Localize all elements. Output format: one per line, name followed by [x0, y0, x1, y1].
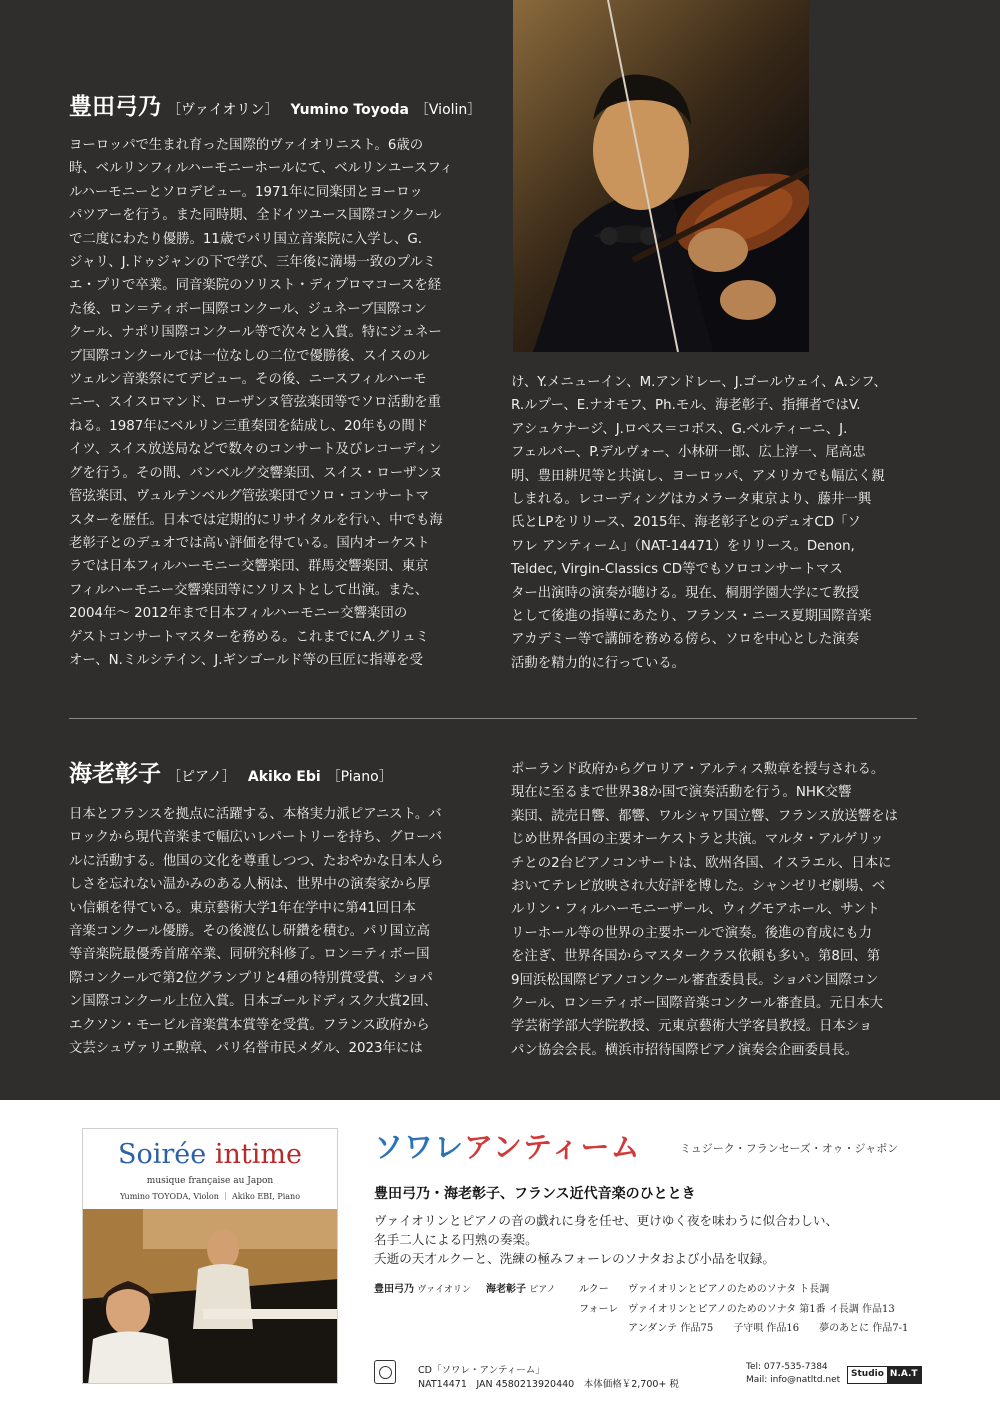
cd-cover-photo	[83, 1209, 338, 1384]
product-description	[374, 1211, 838, 1268]
pianist-bio-column-2	[511, 758, 921, 1062]
bio-line: スターを歴任。日本では定期的にリサイタルを行い、中でも海	[69, 512, 443, 528]
violinist-name-heading	[69, 88, 481, 121]
bio-line: た後、ロン＝ティボー国際コンクール、ジュネーブ国際コン	[69, 301, 427, 317]
product-title-blue: ソワレ	[374, 1130, 465, 1164]
pianist-role-jp: ［ピアノ］	[167, 769, 236, 785]
bio-line: エ・プリで卒業。同音楽院のソリスト・ディプロマコースを経	[69, 278, 442, 294]
product-title	[374, 1125, 641, 1166]
bio-line: 現在に至るまで世界38か国で演奏活動を行う。NHK交響	[511, 785, 852, 801]
bio-line: ルリン・フィルハーモニーザール、ウィグモアホール、サント	[511, 902, 880, 918]
bio-line: を注ぎ、世界各国からマスタークラス依頼も多い。第8回、第	[511, 949, 881, 965]
bio-line: ゲストコンサートマスターを務める。これまでにA.グリュミ	[69, 629, 429, 645]
bio-line: ツェルン音楽祭にてデビュー。その後、ニースフィルハーモ	[69, 372, 427, 388]
cd-cover-title	[83, 1139, 337, 1170]
bio-line: ポーランド政府からグロリア・アルティス勲章を授与される。	[511, 762, 885, 777]
compact-disc-logo-icon	[374, 1360, 396, 1384]
product-description-line: 名手二人による円熟の奏楽。	[374, 1232, 538, 1247]
bio-line: 文芸シュヴァリエ勲章、パリ名誉市民メダル、2023年には	[69, 1041, 423, 1057]
bio-line: 日本とフランスを拠点に活躍する、本格実力派ピアニスト。バ	[69, 807, 442, 822]
bio-line: 氏とLPをリリース、2015年、海老彰子とのデュオCD「ソ	[511, 515, 861, 531]
violinist-photo-illustration	[513, 0, 809, 352]
bio-line: 音楽コンクール優勝。その後渡仏し研鑽を積む。パリ国立高	[69, 924, 431, 940]
composer-1: ルクー	[579, 1284, 609, 1295]
performer1-role: ヴァイオリン	[417, 1285, 471, 1295]
violinist-role-jp: ［ヴァイオリン］	[167, 102, 279, 118]
cd-number-price: NAT14471 JAN 4580213920440 本体価格￥2,700+ 税	[418, 1379, 679, 1390]
bio-line: グを行う。その間、バンベルグ交響楽団、スイス・ローザンヌ	[69, 465, 443, 481]
bio-line: ブ国際コンクールでは一位なしの二位で優勝後、スイスのル	[69, 348, 430, 364]
bio-line: ター出演時の演奏が聴ける。現在、桐朋学園大学にて教授	[511, 585, 860, 601]
bio-line: 楽団、読売日響、都響、ワルシャワ国立響、フランス放送響をは	[511, 808, 898, 824]
bio-line: として後進の指導にあたり、フランス・ニース夏期国際音楽	[511, 609, 872, 625]
studio-nat-logo	[847, 1366, 922, 1384]
cd-label: CD「ソワレ・アンティーム」	[418, 1365, 545, 1376]
violinist-bio-column-1	[69, 134, 479, 672]
contact-tel: Tel: 077-535-7384	[746, 1362, 828, 1372]
cd-cover-title-b: intime	[214, 1139, 302, 1170]
bio-line: い信頼を得ている。東京藝術大学1年在学中に第41回日本	[69, 900, 416, 916]
bio-line: オー、N.ミルシテイン、J.ギンゴールド等の巨匠に指導を受	[69, 652, 423, 668]
performer2-role: ピアノ	[529, 1285, 556, 1295]
nat-logo-text: N.A.T	[887, 1367, 921, 1383]
cd-cover-title-a: Soirée	[118, 1139, 207, 1170]
bio-line: ルハーモニーとソロデビュー。1971年に同楽団とヨーロッ	[69, 184, 423, 200]
bio-line: ルに活動する。他国の文化を尊重しつつ、たおやかな日本人ら	[69, 853, 444, 869]
cd-cover-subtitle: musique française au Japon	[146, 1176, 274, 1186]
bio-line: ニー、スイスロマンド、ローザンヌ管弦楽団等でソロ活動を重	[69, 395, 441, 411]
bio-line: ラでは日本フィルハーモニー交響楽団、群馬交響楽団、東京	[69, 559, 429, 575]
product-description-line: ヴァイオリンとピアノの音の戯れに身を任せ、更けゆく夜を味わうに似合わしい、	[374, 1213, 839, 1228]
violinist-bio-column-2	[511, 371, 921, 675]
pianist-role-en: ［Piano］	[326, 769, 393, 785]
bio-line: 老彰子とのデュオでは高い評価を得ている。国内オーケスト	[69, 535, 430, 551]
bio-line: アカデミー等で講師を務める傍ら、ソロを中心とした演奏	[511, 632, 860, 648]
pianist-bio-column-1	[69, 803, 479, 1060]
violinist-name-en: Yumino Toyoda	[290, 102, 409, 118]
violinist-role-en: ［Violin］	[414, 102, 482, 118]
bio-line: おいてテレビ放映され大好評を博した。シャンゼリゼ劇場、ベ	[511, 879, 886, 895]
bio-line: しさを忘れない温かみのある人柄は、世界中の演奏家から厚	[69, 877, 431, 893]
bio-line: 時、ベルリンフィルハーモニーホールにて、ベルリンユースフィ	[69, 161, 454, 177]
composer-2: フォーレ	[579, 1304, 619, 1315]
studio-logo-text: Studio	[851, 1369, 884, 1379]
bio-line: 際コンクールで第2位グランプリと4種の特別賞受賞、ショパ	[69, 970, 433, 986]
bio-line: 活動を精力的に行っている。	[511, 655, 686, 671]
bio-line: フィルハーモニー交響楽団等にソリストとして出演。また、	[69, 582, 429, 598]
contact-mail: Mail: info@natltd.net	[746, 1375, 841, 1385]
bio-line: チとの2台ピアノコンサートは、欧州各国、イスラエル、日本に	[511, 855, 892, 871]
section-divider	[69, 718, 917, 719]
performers-credit	[374, 1280, 555, 1295]
bio-line: ねる。1987年にベルリン三重奏団を結成し、20年もの間ド	[69, 418, 429, 434]
cd-cover-performers: Yumino TOYODA, Violon ｜ Akiko EBI, Piano	[119, 1192, 301, 1201]
bio-line: ヨーロッパで生まれ育った国際的ヴァイオリニスト。6歳の	[69, 138, 424, 153]
bio-line: エクソン・モービル音楽賞本賞等を受賞。フランス政府から	[69, 1017, 430, 1033]
bio-line: 2004年～ 2012年まで日本フィルハーモニー交響楽団の	[69, 606, 408, 622]
product-title-red: アンティーム	[464, 1130, 641, 1164]
bio-line: で二度にわたり優勝。11歳でパリ国立音楽院に入学し、G.	[69, 231, 423, 247]
bio-line: ン国際コンクール上位入賞。日本ゴールドディスク大賞2回、	[69, 994, 438, 1010]
bio-line: じめ世界各国の主要オーケストラと共演。マルタ・アルゲリッ	[511, 832, 884, 848]
bio-line: け、Y.メニューイン、M.アンドレー、J.ゴールウェイ、A.シフ、	[511, 375, 887, 390]
cd-cover-photo-illustration	[83, 1209, 338, 1384]
bio-line: ジャリ、J.ドゥジャンの下で学び、三年後に満場一致のプルミ	[69, 255, 437, 271]
performer2-name: 海老彰子	[486, 1284, 527, 1295]
pianist-name-heading	[69, 755, 393, 788]
performer1-name: 豊田弓乃	[374, 1284, 414, 1295]
bio-line: パン協会会長。横浜市招待国際ピアノ演奏会企画委員長。	[511, 1042, 859, 1058]
bio-line: ワレ アンティーム」（NAT-14471）をリリース。Denon,	[511, 538, 855, 554]
pianist-name-jp: 海老彰子	[69, 760, 161, 787]
product-description-line: 夭逝の天才ルクーと、洗練の極みフォーレのソナタおよび小品を収録。	[374, 1251, 775, 1266]
bio-line: 管弦楽団、ヴュルテンベルグ管弦楽団でソロ・コンサートマ	[69, 489, 430, 505]
violinist-photo	[513, 0, 809, 352]
bio-line: 明、豊田耕児等と共演し、ヨーロッパ、アメリカでも幅広く親	[511, 468, 885, 484]
bio-line: 9回浜松国際ピアノコンクール審査委員長。ショパン国際コン	[511, 972, 879, 988]
work-2: ヴァイオリンとピアノのためのソナタ 第1番 イ長調 作品13	[628, 1304, 895, 1315]
product-headline: 豊田弓乃・海老彰子、フランス近代音楽のひととき	[374, 1186, 696, 1202]
product-series: ミュジーク・フランセーズ・オゥ・ジャポン	[680, 1142, 899, 1155]
work-1: ヴァイオリンとピアノのためのソナタ ト長調	[628, 1284, 830, 1295]
bio-line: クール、ロン＝ティボー国際音楽コンクール審査員。元日本大	[511, 996, 883, 1012]
bio-line: 学芸術学部大学院教授、元東京藝術大学客員教授。日本ショ	[511, 1019, 873, 1035]
pianist-name-en: Akiko Ebi	[247, 769, 321, 785]
bio-line: イツ、スイス放送局などで数々のコンサート及びレコーディン	[69, 442, 442, 458]
bio-line: しまれる。レコーディングはカメラータ東京より、藤井一興	[511, 492, 872, 508]
violinist-name-jp: 豊田弓乃	[69, 93, 161, 120]
bio-line: 等音楽院最優秀首席卒業、同研究科修了。ロン＝ティボー国	[69, 947, 430, 963]
bio-line: リーホール等の世界の主要ホールで演奏。後進の育成にも力	[511, 925, 873, 941]
bio-line: フェルバー、P.デルヴォー、小林研一郎、広上淳一、尾高忠	[511, 445, 866, 461]
bio-line: Teldec, Virgin-Classics CD等でもソロコンサートマス	[511, 562, 843, 578]
bio-line: パツアーを行う。また同時期、全ドイツユース国際コンクール	[69, 208, 442, 224]
work-3: アンダンテ 作品75 子守唄 作品16 夢のあとに 作品7-1	[628, 1323, 909, 1334]
bio-line: クール、ナポリ国際コンクール等で次々と入賞。特にジュネー	[69, 325, 442, 341]
bio-line: ロックから現代音楽まで幅広いレパートリーを持ち、グローバ	[69, 830, 443, 846]
cd-cover	[82, 1128, 338, 1384]
bio-line: アシュケナージ、J.ロペス＝コボス、G.ベルティーニ、J.	[511, 421, 848, 437]
bio-line: R.ルプー、E.ナオモフ、Ph.モル、海老彰子、指揮者ではV.	[511, 398, 861, 414]
